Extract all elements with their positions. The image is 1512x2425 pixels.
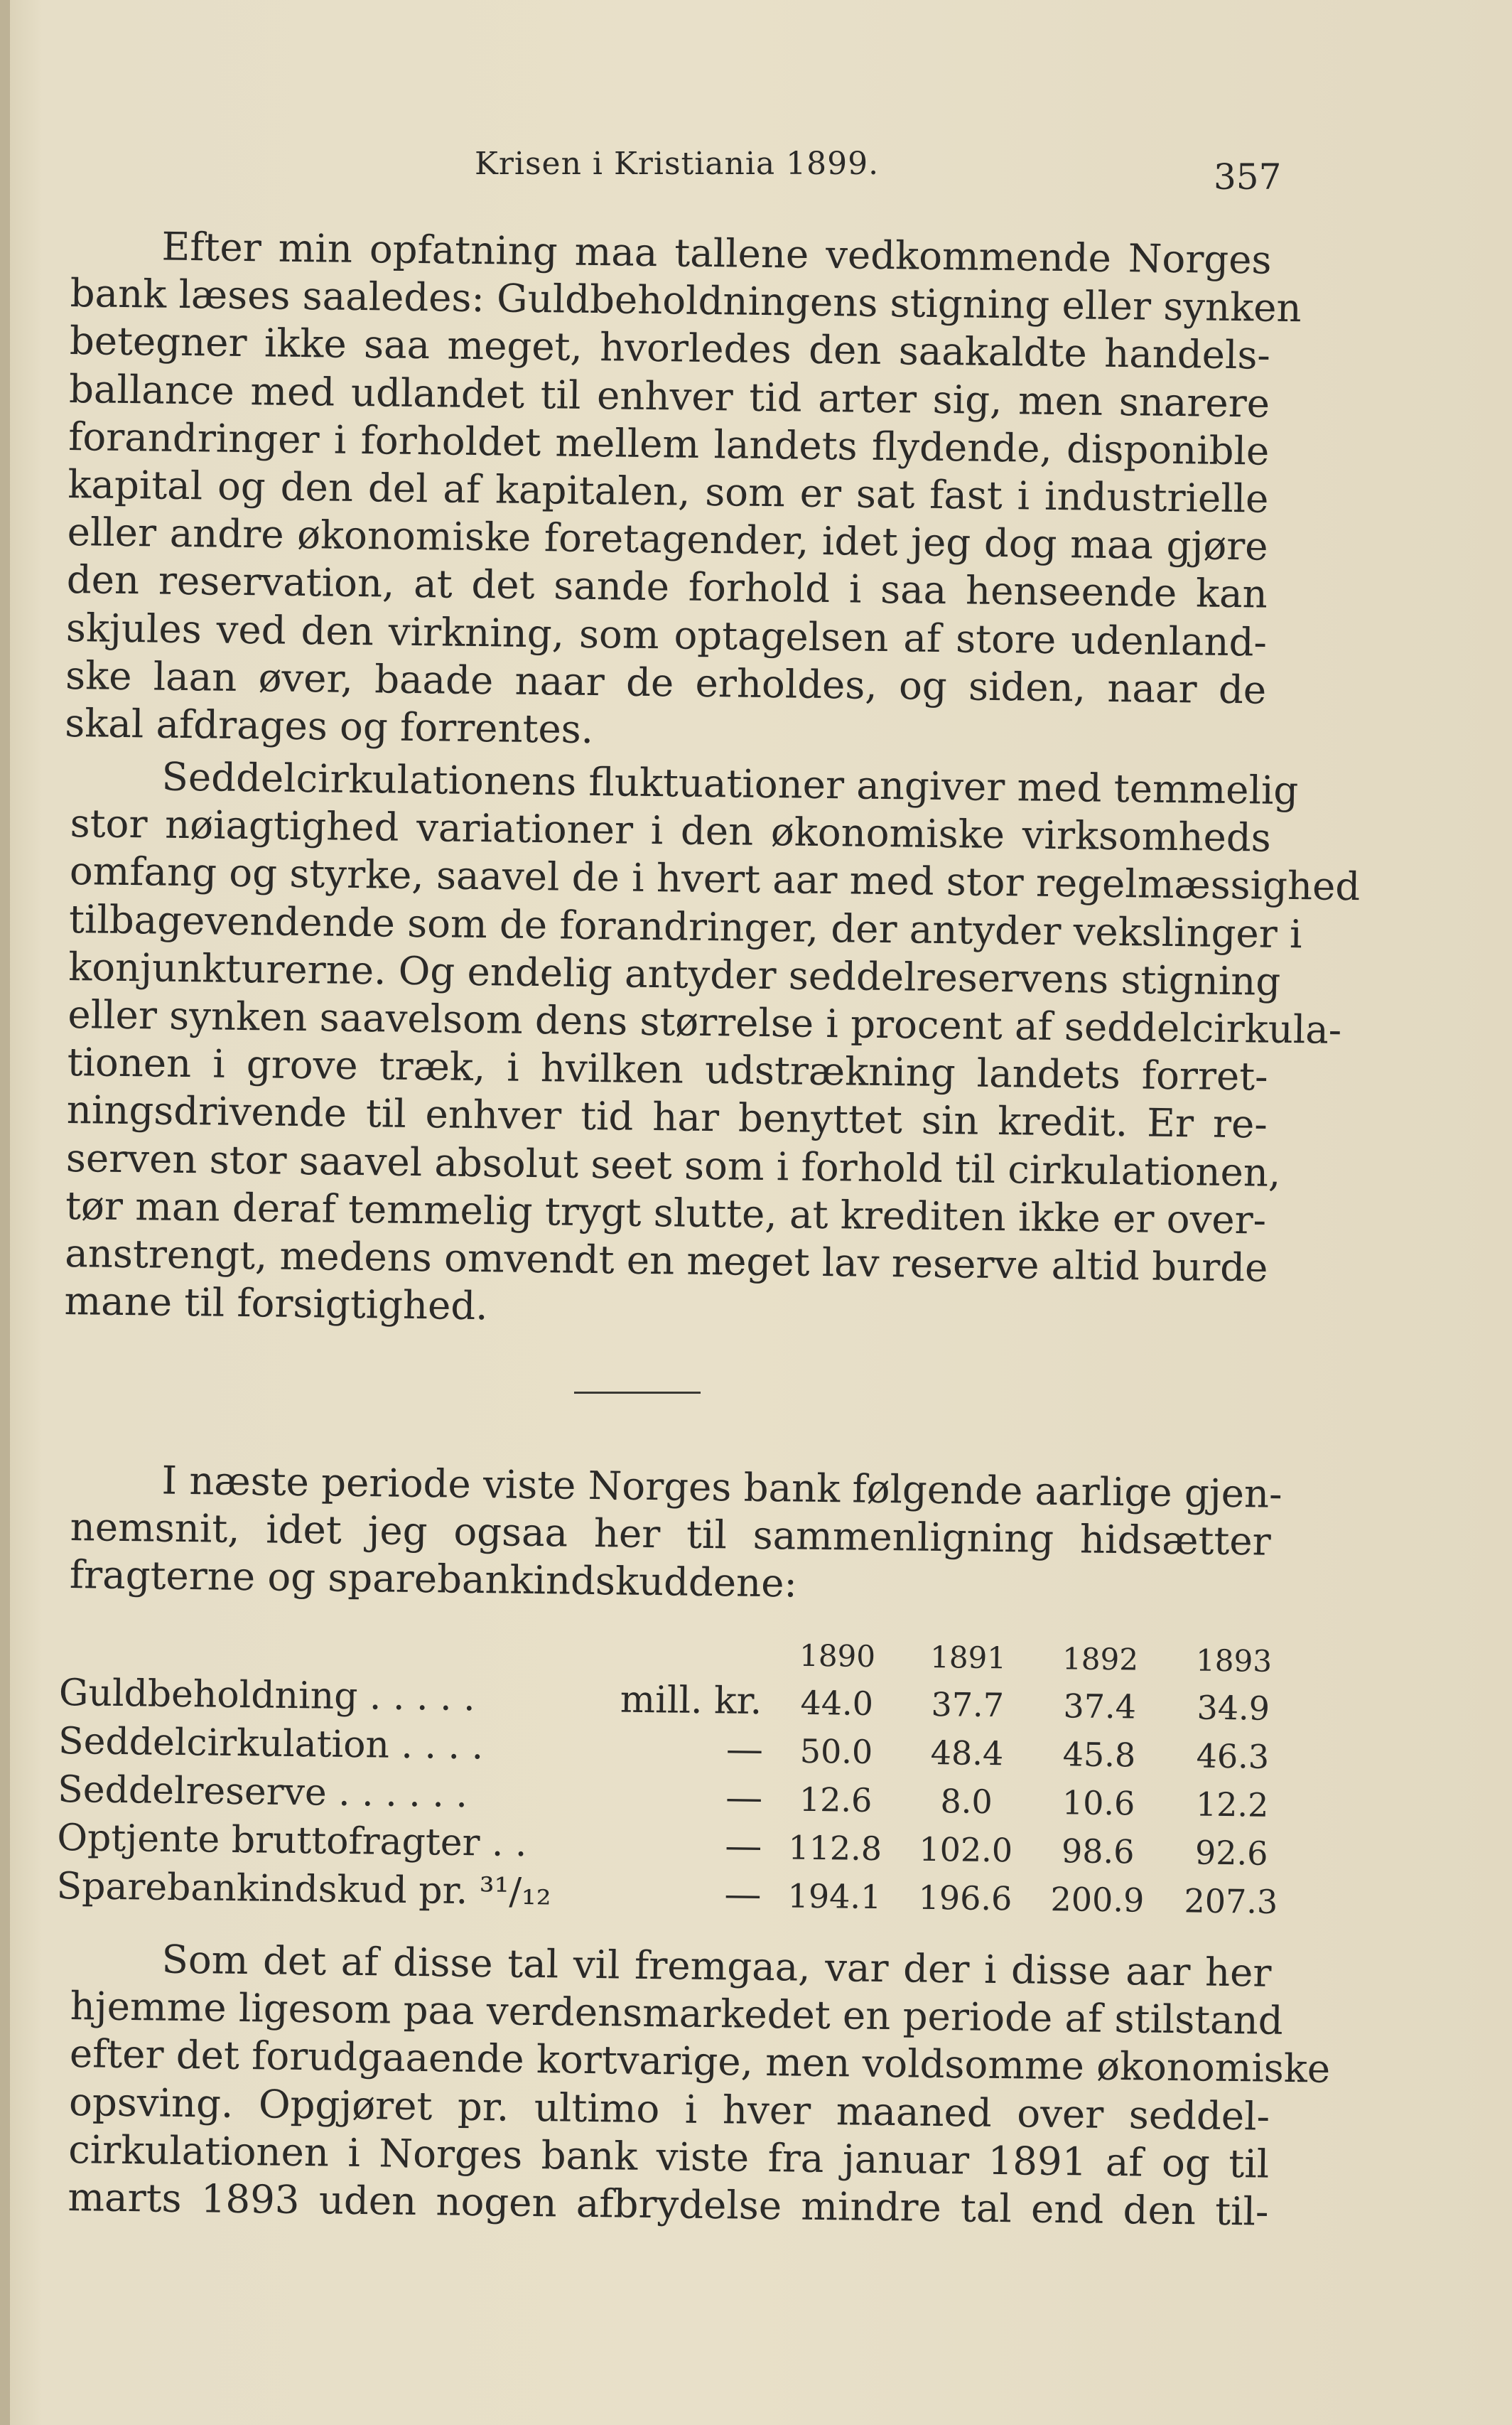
row-unit: — — [724, 1824, 762, 1869]
table-cell: 196.6 — [918, 1878, 1012, 1918]
text-line: efter det forudgaaende kortvarige, men voldsomme økonomiske — [69, 2031, 1331, 2092]
text-line: tilbagevendende som de forandringer, der antyder vekslinger i — [68, 896, 1302, 957]
year-header: 1893 — [1195, 1642, 1273, 1679]
text-line: mane til forsigtighed. — [64, 1278, 488, 1329]
row-label: Optjente bruttofragter . . — [57, 1816, 527, 1866]
table-cell: 48.4 — [930, 1733, 1004, 1773]
paragraph-3 — [69, 1456, 1282, 1613]
text-line: Som det af disse tal vil fremgaa, var der i disse aar her — [161, 1936, 1272, 1996]
table-cell: 10.6 — [1062, 1783, 1135, 1823]
row-label: Seddelcirkulation . . . . — [58, 1719, 484, 1768]
text-line: I næste periode viste Norges bank følgende aarlige gjen- — [161, 1457, 1282, 1517]
table-cell: 207.3 — [1184, 1881, 1278, 1921]
paragraph-1 — [64, 222, 1302, 762]
text-line: Seddelcirkulationens fluktuationer angiver med temmelig — [161, 753, 1299, 814]
row-unit: — — [724, 1873, 762, 1917]
table-cell: 50.0 — [799, 1731, 873, 1771]
text-line: tionen i grove træk, i hvilken udstrækning landets forret- — [67, 1039, 1268, 1099]
text-line: forandringer i forholdet mellem landets flydende, disponible — [68, 413, 1270, 474]
table-cell: 12.2 — [1195, 1785, 1269, 1824]
text-line: ske laan øver, baade naar de erholdes, og siden, naar de — [65, 652, 1267, 713]
text-line: nemsnit, idet jeg ogsaa her til sammenligning hidsætter — [70, 1504, 1272, 1564]
text-line: betegner ikke saa meget, hvorledes den saakaldte handels- — [69, 318, 1271, 379]
text-line: eller synken saavelsom dens størrelse i procent af seddelcirkula- — [68, 991, 1342, 1053]
table-cell: 8.0 — [940, 1782, 993, 1822]
text-line: serven stor saavel absolut seet som i forhold til cirkulationen, — [65, 1134, 1281, 1195]
table-cell: 102.0 — [919, 1829, 1013, 1870]
text-line: fragterne og sparebankindskuddene: — [69, 1552, 798, 1606]
binding-edge — [0, 0, 10, 2425]
table-cell: 98.6 — [1061, 1832, 1135, 1871]
text-line: ballance med udlandet til enhver tid arter sig, men snarere — [68, 365, 1270, 426]
text-line: skal afdrages og forrentes. — [64, 699, 594, 753]
table-cell: 45.8 — [1062, 1735, 1136, 1775]
table-cell: 44.0 — [800, 1683, 874, 1723]
row-unit: — — [725, 1776, 763, 1820]
table-cell: 37.7 — [931, 1684, 1005, 1725]
row-label: Seddelreserve . . . . . . — [57, 1768, 468, 1817]
bank-statistics-table — [56, 1629, 1278, 1928]
paragraph-4 — [68, 1935, 1331, 2236]
section-divider — [574, 1392, 701, 1394]
text-line: skjules ved den virkning, som optagelsen af store udenland- — [65, 604, 1268, 665]
table-cell: 34.9 — [1197, 1688, 1270, 1728]
text-line: stor nøiagtighed variationer i den økonomiske virksomheds — [70, 800, 1272, 861]
text-line: tør man deraf temmelig trygt slutte, at krediten ikke er over- — [65, 1182, 1267, 1243]
text-line: eller andre økonomiske foretagender, idet jeg dog maa gjøre — [67, 509, 1268, 569]
text-line: omfang og styrke, saavel de i hvert aar med stor regelmæssighed — [69, 848, 1361, 910]
text-line: cirkulationen i Norges bank viste fra januar 1891 af og til — [68, 2126, 1270, 2187]
row-label: Sparebankindskud pr. ³¹/₁₂ — [56, 1864, 552, 1914]
text-line: opsving. Opgjøret pr. ultimo i hver maaned over seddel- — [68, 2078, 1270, 2139]
text-line: den reservation, at det sande forhold i saa henseende kan — [66, 556, 1268, 618]
table-cell: 200.9 — [1050, 1880, 1145, 1920]
table-cell: 112.8 — [788, 1828, 882, 1869]
text-line: Efter min opfatning maa tallene vedkommende Norges — [161, 223, 1272, 283]
year-header: 1891 — [929, 1639, 1007, 1676]
text-line: hjemme ligesom paa verdensmarkedet en periode af stilstand — [70, 1983, 1284, 2044]
text-line: marts 1893 uden nogen afbrydelse mindre tal end den til- — [68, 2173, 1269, 2235]
text-line: konjunkturerne. Og endelig antyder seddelreservens stigning — [68, 943, 1281, 1004]
table-cell: 12.6 — [799, 1780, 873, 1819]
table-cell: 46.3 — [1196, 1736, 1270, 1776]
table-cell: 37.4 — [1063, 1687, 1137, 1726]
text-line: kapital og den del af kapitalen, som er sat fast i industrielle — [68, 461, 1269, 522]
running-header: Krisen i Kristiania 1899. — [475, 146, 880, 182]
page-number: 357 — [1214, 156, 1282, 198]
paragraph-2 — [64, 752, 1361, 1340]
row-unit: mill. kr. — [620, 1678, 762, 1724]
row-unit: — — [725, 1728, 764, 1772]
text-line: ningsdrivende til enhver tid har benyttet sin kredit. Er re- — [66, 1087, 1268, 1148]
table-cell: 92.6 — [1194, 1833, 1268, 1873]
text-line: bank læses saaledes: Guldbeholdningens stigning eller synken — [70, 270, 1302, 331]
year-header: 1890 — [799, 1638, 876, 1674]
row-label: Guldbeholdning . . . . . — [58, 1671, 476, 1720]
text-line: anstrengt, medens omvendt en meget lav reserve altid burde — [64, 1230, 1268, 1291]
table-cell: 194.1 — [787, 1876, 882, 1917]
year-header: 1892 — [1062, 1641, 1139, 1677]
